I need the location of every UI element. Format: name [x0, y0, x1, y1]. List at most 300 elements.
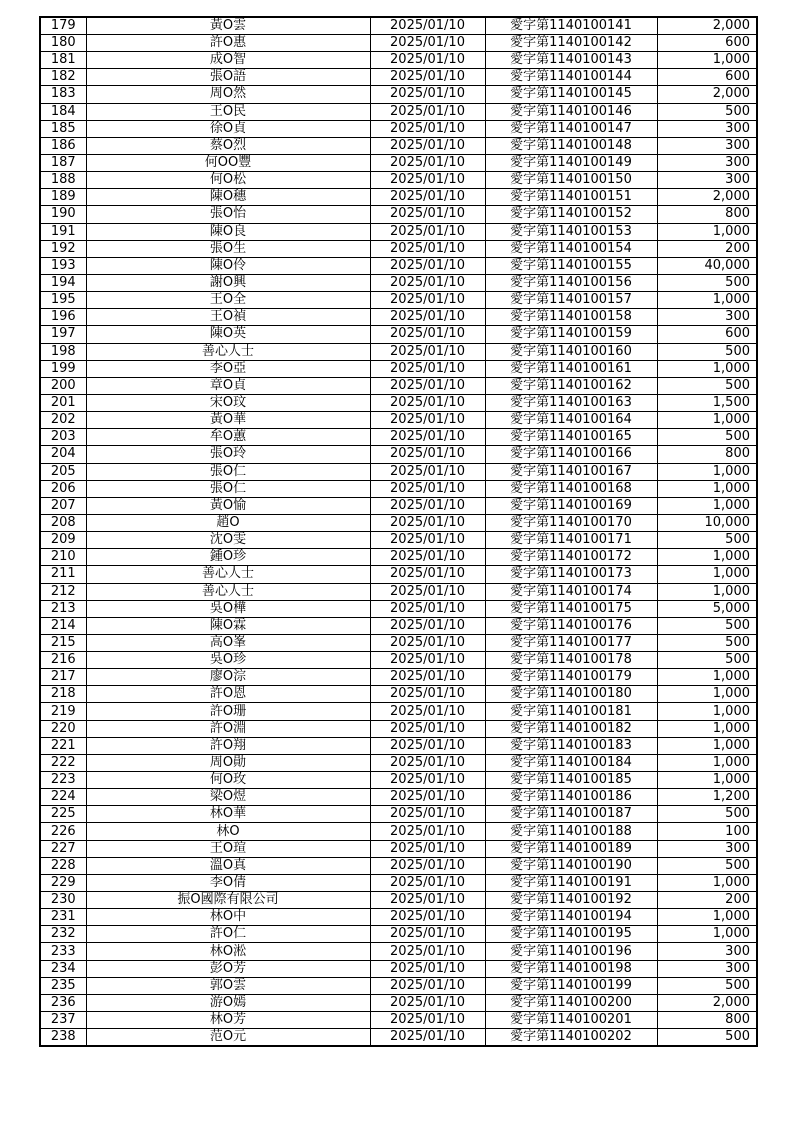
receipt-number-cell: 愛字第1140100176 [485, 617, 657, 634]
table-row [40, 497, 757, 514]
receipt-number-cell: 愛字第1140100150 [485, 172, 657, 189]
donation-date-cell: 2025/01/10 [370, 154, 485, 171]
table-row [40, 480, 757, 497]
donor-name-cell: 陳O穗 [86, 189, 370, 206]
table-row [40, 394, 757, 411]
donor-name-cell: 何O玫 [86, 772, 370, 789]
table-row [40, 52, 757, 69]
receipt-number-cell: 愛字第1140100164 [485, 412, 657, 429]
donation-date-cell: 2025/01/10 [370, 703, 485, 720]
table-row [40, 412, 757, 429]
table-row [40, 223, 757, 240]
donor-name-cell: 李O倩 [86, 874, 370, 891]
table-row [40, 823, 757, 840]
donor-name-cell: 陳O伶 [86, 257, 370, 274]
table-row [40, 429, 757, 446]
row-number-cell: 222 [40, 754, 86, 771]
donor-name-cell: 林O淞 [86, 943, 370, 960]
donor-name-cell: 范O元 [86, 1029, 370, 1047]
table-row [40, 977, 757, 994]
donor-name-cell: 振O國際有限公司 [86, 892, 370, 909]
donor-name-cell: 趙O [86, 514, 370, 531]
donation-amount-cell: 300 [657, 137, 757, 154]
table-row [40, 926, 757, 943]
table-row [40, 857, 757, 874]
donation-date-cell: 2025/01/10 [370, 137, 485, 154]
table-row [40, 35, 757, 52]
table-row [40, 634, 757, 651]
row-number-cell: 195 [40, 292, 86, 309]
donation-date-cell: 2025/01/10 [370, 240, 485, 257]
table-row [40, 463, 757, 480]
donation-date-cell: 2025/01/10 [370, 943, 485, 960]
receipt-number-cell: 愛字第1140100183 [485, 737, 657, 754]
donation-amount-cell: 1,000 [657, 52, 757, 69]
donation-amount-cell: 500 [657, 343, 757, 360]
donation-amount-cell: 800 [657, 206, 757, 223]
donation-date-cell: 2025/01/10 [370, 394, 485, 411]
row-number-cell: 208 [40, 514, 86, 531]
row-number-cell: 221 [40, 737, 86, 754]
donation-amount-cell: 10,000 [657, 514, 757, 531]
receipt-number-cell: 愛字第1140100184 [485, 754, 657, 771]
receipt-number-cell: 愛字第1140100171 [485, 532, 657, 549]
row-number-cell: 196 [40, 309, 86, 326]
donor-name-cell: 沈O雯 [86, 532, 370, 549]
row-number-cell: 184 [40, 103, 86, 120]
donor-name-cell: 游O嫣 [86, 994, 370, 1011]
row-number-cell: 194 [40, 274, 86, 291]
donation-amount-cell: 1,000 [657, 549, 757, 566]
receipt-number-cell: 愛字第1140100201 [485, 1012, 657, 1029]
table-row [40, 206, 757, 223]
row-number-cell: 182 [40, 69, 86, 86]
table-row [40, 566, 757, 583]
table-row [40, 737, 757, 754]
receipt-number-cell: 愛字第1140100149 [485, 154, 657, 171]
receipt-number-cell: 愛字第1140100181 [485, 703, 657, 720]
receipt-number-cell: 愛字第1140100166 [485, 446, 657, 463]
row-number-cell: 234 [40, 960, 86, 977]
donation-amount-cell: 500 [657, 617, 757, 634]
donation-amount-cell: 600 [657, 69, 757, 86]
donor-name-cell: 王O民 [86, 103, 370, 120]
receipt-number-cell: 愛字第1140100144 [485, 69, 657, 86]
donor-name-cell: 黃O愉 [86, 497, 370, 514]
donation-amount-cell: 600 [657, 326, 757, 343]
donor-name-cell: 林O中 [86, 909, 370, 926]
table-row [40, 686, 757, 703]
receipt-number-cell: 愛字第1140100156 [485, 274, 657, 291]
row-number-cell: 183 [40, 86, 86, 103]
donation-amount-cell: 500 [657, 806, 757, 823]
donor-name-cell: 蔡O烈 [86, 137, 370, 154]
receipt-number-cell: 愛字第1140100186 [485, 789, 657, 806]
donor-name-cell: 善心人士 [86, 566, 370, 583]
table-row [40, 257, 757, 274]
donation-amount-cell: 600 [657, 35, 757, 52]
receipt-number-cell: 愛字第1140100145 [485, 86, 657, 103]
receipt-number-cell: 愛字第1140100162 [485, 377, 657, 394]
row-number-cell: 220 [40, 720, 86, 737]
receipt-number-cell: 愛字第1140100153 [485, 223, 657, 240]
row-number-cell: 218 [40, 686, 86, 703]
donor-name-cell: 許O淵 [86, 720, 370, 737]
receipt-number-cell: 愛字第1140100188 [485, 823, 657, 840]
row-number-cell: 198 [40, 343, 86, 360]
receipt-number-cell: 愛字第1140100163 [485, 394, 657, 411]
receipt-number-cell: 愛字第1140100182 [485, 720, 657, 737]
receipt-number-cell: 愛字第1140100185 [485, 772, 657, 789]
donor-name-cell: 林O芳 [86, 1012, 370, 1029]
donor-name-cell: 陳O英 [86, 326, 370, 343]
donation-amount-cell: 1,000 [657, 772, 757, 789]
donation-table-body [40, 17, 757, 1046]
donor-name-cell: 謝O興 [86, 274, 370, 291]
row-number-cell: 214 [40, 617, 86, 634]
donation-amount-cell: 1,000 [657, 686, 757, 703]
row-number-cell: 189 [40, 189, 86, 206]
row-number-cell: 207 [40, 497, 86, 514]
donor-name-cell: 王O瑄 [86, 840, 370, 857]
table-row [40, 943, 757, 960]
table-row [40, 994, 757, 1011]
donor-name-cell: 張O怡 [86, 206, 370, 223]
table-row [40, 652, 757, 669]
donation-date-cell: 2025/01/10 [370, 446, 485, 463]
donation-date-cell: 2025/01/10 [370, 480, 485, 497]
row-number-cell: 226 [40, 823, 86, 840]
donation-date-cell: 2025/01/10 [370, 223, 485, 240]
donation-date-cell: 2025/01/10 [370, 497, 485, 514]
donation-date-cell: 2025/01/10 [370, 720, 485, 737]
donation-date-cell: 2025/01/10 [370, 514, 485, 531]
row-number-cell: 192 [40, 240, 86, 257]
donation-date-cell: 2025/01/10 [370, 343, 485, 360]
donor-name-cell: 牟O蕙 [86, 429, 370, 446]
table-row [40, 137, 757, 154]
table-row [40, 514, 757, 531]
donor-name-cell: 張O仁 [86, 463, 370, 480]
donation-date-cell: 2025/01/10 [370, 686, 485, 703]
receipt-number-cell: 愛字第1140100158 [485, 309, 657, 326]
table-row [40, 274, 757, 291]
donor-name-cell: 陳O良 [86, 223, 370, 240]
row-number-cell: 209 [40, 532, 86, 549]
donation-amount-cell: 500 [657, 1029, 757, 1047]
receipt-number-cell: 愛字第1140100191 [485, 874, 657, 891]
receipt-number-cell: 愛字第1140100172 [485, 549, 657, 566]
row-number-cell: 200 [40, 377, 86, 394]
donor-name-cell: 王O禎 [86, 309, 370, 326]
row-number-cell: 203 [40, 429, 86, 446]
receipt-number-cell: 愛字第1140100151 [485, 189, 657, 206]
receipt-number-cell: 愛字第1140100174 [485, 583, 657, 600]
donation-amount-cell: 1,200 [657, 789, 757, 806]
donor-name-cell: 吳O珍 [86, 652, 370, 669]
donation-amount-cell: 300 [657, 840, 757, 857]
table-row [40, 360, 757, 377]
receipt-number-cell: 愛字第1140100160 [485, 343, 657, 360]
donation-date-cell: 2025/01/10 [370, 566, 485, 583]
donation-date-cell: 2025/01/10 [370, 737, 485, 754]
receipt-number-cell: 愛字第1140100157 [485, 292, 657, 309]
row-number-cell: 193 [40, 257, 86, 274]
table-row [40, 292, 757, 309]
donation-amount-cell: 500 [657, 634, 757, 651]
donation-date-cell: 2025/01/10 [370, 549, 485, 566]
table-row [40, 446, 757, 463]
donation-amount-cell: 500 [657, 532, 757, 549]
donation-date-cell: 2025/01/10 [370, 172, 485, 189]
row-number-cell: 205 [40, 463, 86, 480]
row-number-cell: 210 [40, 549, 86, 566]
donation-amount-cell: 300 [657, 120, 757, 137]
donation-amount-cell: 500 [657, 274, 757, 291]
donor-name-cell: 李O亞 [86, 360, 370, 377]
donation-date-cell: 2025/01/10 [370, 326, 485, 343]
donor-name-cell: 廖O淙 [86, 669, 370, 686]
donation-date-cell: 2025/01/10 [370, 772, 485, 789]
donor-name-cell: 林O華 [86, 806, 370, 823]
receipt-number-cell: 愛字第1140100152 [485, 206, 657, 223]
donation-amount-cell: 40,000 [657, 257, 757, 274]
table-row [40, 172, 757, 189]
donation-amount-cell: 1,000 [657, 566, 757, 583]
donor-name-cell: 周O然 [86, 86, 370, 103]
receipt-number-cell: 愛字第1140100192 [485, 892, 657, 909]
donation-amount-cell: 1,000 [657, 480, 757, 497]
donation-date-cell: 2025/01/10 [370, 994, 485, 1011]
donation-amount-cell: 200 [657, 240, 757, 257]
table-row [40, 103, 757, 120]
receipt-number-cell: 愛字第1140100187 [485, 806, 657, 823]
donation-amount-cell: 800 [657, 1012, 757, 1029]
row-number-cell: 181 [40, 52, 86, 69]
donation-amount-cell: 2,000 [657, 86, 757, 103]
receipt-number-cell: 愛字第1140100190 [485, 857, 657, 874]
row-number-cell: 231 [40, 909, 86, 926]
donation-date-cell: 2025/01/10 [370, 1029, 485, 1047]
table-row [40, 874, 757, 891]
row-number-cell: 199 [40, 360, 86, 377]
receipt-number-cell: 愛字第1140100180 [485, 686, 657, 703]
row-number-cell: 204 [40, 446, 86, 463]
receipt-number-cell: 愛字第1140100199 [485, 977, 657, 994]
donor-name-cell: 黃O華 [86, 412, 370, 429]
donation-amount-cell: 100 [657, 823, 757, 840]
table-row [40, 309, 757, 326]
donation-date-cell: 2025/01/10 [370, 754, 485, 771]
donation-amount-cell: 1,000 [657, 720, 757, 737]
donor-name-cell: 彭O芳 [86, 960, 370, 977]
donation-date-cell: 2025/01/10 [370, 532, 485, 549]
receipt-number-cell: 愛字第1140100195 [485, 926, 657, 943]
donation-date-cell: 2025/01/10 [370, 874, 485, 891]
donation-date-cell: 2025/01/10 [370, 652, 485, 669]
table-row [40, 806, 757, 823]
receipt-number-cell: 愛字第1140100179 [485, 669, 657, 686]
table-row [40, 549, 757, 566]
donation-amount-cell: 1,000 [657, 669, 757, 686]
receipt-number-cell: 愛字第1140100202 [485, 1029, 657, 1047]
table-row [40, 669, 757, 686]
table-row [40, 703, 757, 720]
receipt-number-cell: 愛字第1140100175 [485, 600, 657, 617]
donation-amount-cell: 300 [657, 943, 757, 960]
row-number-cell: 190 [40, 206, 86, 223]
receipt-number-cell: 愛字第1140100198 [485, 960, 657, 977]
donation-date-cell: 2025/01/10 [370, 463, 485, 480]
donation-date-cell: 2025/01/10 [370, 189, 485, 206]
donation-date-cell: 2025/01/10 [370, 86, 485, 103]
table-row [40, 86, 757, 103]
receipt-number-cell: 愛字第1140100168 [485, 480, 657, 497]
row-number-cell: 228 [40, 857, 86, 874]
donation-amount-cell: 200 [657, 892, 757, 909]
table-row [40, 1029, 757, 1047]
donation-date-cell: 2025/01/10 [370, 360, 485, 377]
row-number-cell: 238 [40, 1029, 86, 1047]
receipt-number-cell: 愛字第1140100146 [485, 103, 657, 120]
donor-name-cell: 許O珊 [86, 703, 370, 720]
row-number-cell: 180 [40, 35, 86, 52]
table-row [40, 840, 757, 857]
donation-date-cell: 2025/01/10 [370, 17, 485, 35]
row-number-cell: 216 [40, 652, 86, 669]
row-number-cell: 217 [40, 669, 86, 686]
donation-date-cell: 2025/01/10 [370, 377, 485, 394]
receipt-number-cell: 愛字第1140100159 [485, 326, 657, 343]
donor-name-cell: 許O惠 [86, 35, 370, 52]
donation-date-cell: 2025/01/10 [370, 274, 485, 291]
receipt-number-cell: 愛字第1140100170 [485, 514, 657, 531]
row-number-cell: 236 [40, 994, 86, 1011]
donation-date-cell: 2025/01/10 [370, 909, 485, 926]
donation-amount-cell: 1,000 [657, 292, 757, 309]
donation-amount-cell: 2,000 [657, 994, 757, 1011]
row-number-cell: 230 [40, 892, 86, 909]
donation-date-cell: 2025/01/10 [370, 634, 485, 651]
donor-name-cell: 張O生 [86, 240, 370, 257]
receipt-number-cell: 愛字第1140100141 [485, 17, 657, 35]
donation-date-cell: 2025/01/10 [370, 1012, 485, 1029]
donation-amount-cell: 500 [657, 977, 757, 994]
table-row [40, 532, 757, 549]
donation-amount-cell: 500 [657, 377, 757, 394]
donation-amount-cell: 300 [657, 172, 757, 189]
donor-name-cell: 成O智 [86, 52, 370, 69]
donation-amount-cell: 2,000 [657, 189, 757, 206]
receipt-number-cell: 愛字第1140100178 [485, 652, 657, 669]
donor-name-cell: 張O玲 [86, 446, 370, 463]
row-number-cell: 233 [40, 943, 86, 960]
table-row [40, 189, 757, 206]
row-number-cell: 191 [40, 223, 86, 240]
donation-date-cell: 2025/01/10 [370, 69, 485, 86]
donation-amount-cell: 1,000 [657, 497, 757, 514]
donation-date-cell: 2025/01/10 [370, 292, 485, 309]
receipt-number-cell: 愛字第1140100200 [485, 994, 657, 1011]
donation-date-cell: 2025/01/10 [370, 823, 485, 840]
donor-name-cell: 許O仁 [86, 926, 370, 943]
donation-date-cell: 2025/01/10 [370, 617, 485, 634]
donor-name-cell: 張O仁 [86, 480, 370, 497]
table-row [40, 343, 757, 360]
receipt-number-cell: 愛字第1140100177 [485, 634, 657, 651]
receipt-number-cell: 愛字第1140100143 [485, 52, 657, 69]
row-number-cell: 227 [40, 840, 86, 857]
receipt-number-cell: 愛字第1140100196 [485, 943, 657, 960]
donation-date-cell: 2025/01/10 [370, 52, 485, 69]
donation-date-cell: 2025/01/10 [370, 120, 485, 137]
donation-amount-cell: 500 [657, 857, 757, 874]
row-number-cell: 179 [40, 17, 86, 35]
table-row [40, 1012, 757, 1029]
donor-name-cell: 鍾O珍 [86, 549, 370, 566]
donor-name-cell: 徐O貞 [86, 120, 370, 137]
receipt-number-cell: 愛字第1140100165 [485, 429, 657, 446]
donor-name-cell: 何OO豐 [86, 154, 370, 171]
row-number-cell: 188 [40, 172, 86, 189]
donation-date-cell: 2025/01/10 [370, 669, 485, 686]
donation-date-cell: 2025/01/10 [370, 257, 485, 274]
row-number-cell: 197 [40, 326, 86, 343]
row-number-cell: 229 [40, 874, 86, 891]
donation-amount-cell: 1,000 [657, 463, 757, 480]
donation-amount-cell: 1,000 [657, 926, 757, 943]
row-number-cell: 187 [40, 154, 86, 171]
donation-amount-cell: 500 [657, 429, 757, 446]
donation-amount-cell: 300 [657, 960, 757, 977]
donation-date-cell: 2025/01/10 [370, 960, 485, 977]
row-number-cell: 223 [40, 772, 86, 789]
table-row [40, 69, 757, 86]
donation-date-cell: 2025/01/10 [370, 600, 485, 617]
receipt-number-cell: 愛字第1140100173 [485, 566, 657, 583]
row-number-cell: 213 [40, 600, 86, 617]
receipt-number-cell: 愛字第1140100167 [485, 463, 657, 480]
row-number-cell: 212 [40, 583, 86, 600]
donor-name-cell: 許O翔 [86, 737, 370, 754]
receipt-number-cell: 愛字第1140100169 [485, 497, 657, 514]
receipt-number-cell: 愛字第1140100161 [485, 360, 657, 377]
donation-amount-cell: 5,000 [657, 600, 757, 617]
donor-name-cell: 周O勛 [86, 754, 370, 771]
donor-name-cell: 陳O霖 [86, 617, 370, 634]
donor-name-cell: 章O貞 [86, 377, 370, 394]
donation-amount-cell: 1,000 [657, 223, 757, 240]
table-row [40, 754, 757, 771]
donation-date-cell: 2025/01/10 [370, 926, 485, 943]
donor-name-cell: 王O全 [86, 292, 370, 309]
donation-amount-cell: 300 [657, 309, 757, 326]
donation-amount-cell: 1,000 [657, 360, 757, 377]
donor-name-cell: 黃O雲 [86, 17, 370, 35]
donation-amount-cell: 800 [657, 446, 757, 463]
donation-date-cell: 2025/01/10 [370, 429, 485, 446]
donor-name-cell: 何O松 [86, 172, 370, 189]
row-number-cell: 219 [40, 703, 86, 720]
receipt-number-cell: 愛字第1140100147 [485, 120, 657, 137]
table-row [40, 720, 757, 737]
donation-table [39, 16, 758, 1047]
donation-amount-cell: 1,500 [657, 394, 757, 411]
row-number-cell: 237 [40, 1012, 86, 1029]
row-number-cell: 224 [40, 789, 86, 806]
receipt-number-cell: 愛字第1140100189 [485, 840, 657, 857]
donation-date-cell: 2025/01/10 [370, 103, 485, 120]
